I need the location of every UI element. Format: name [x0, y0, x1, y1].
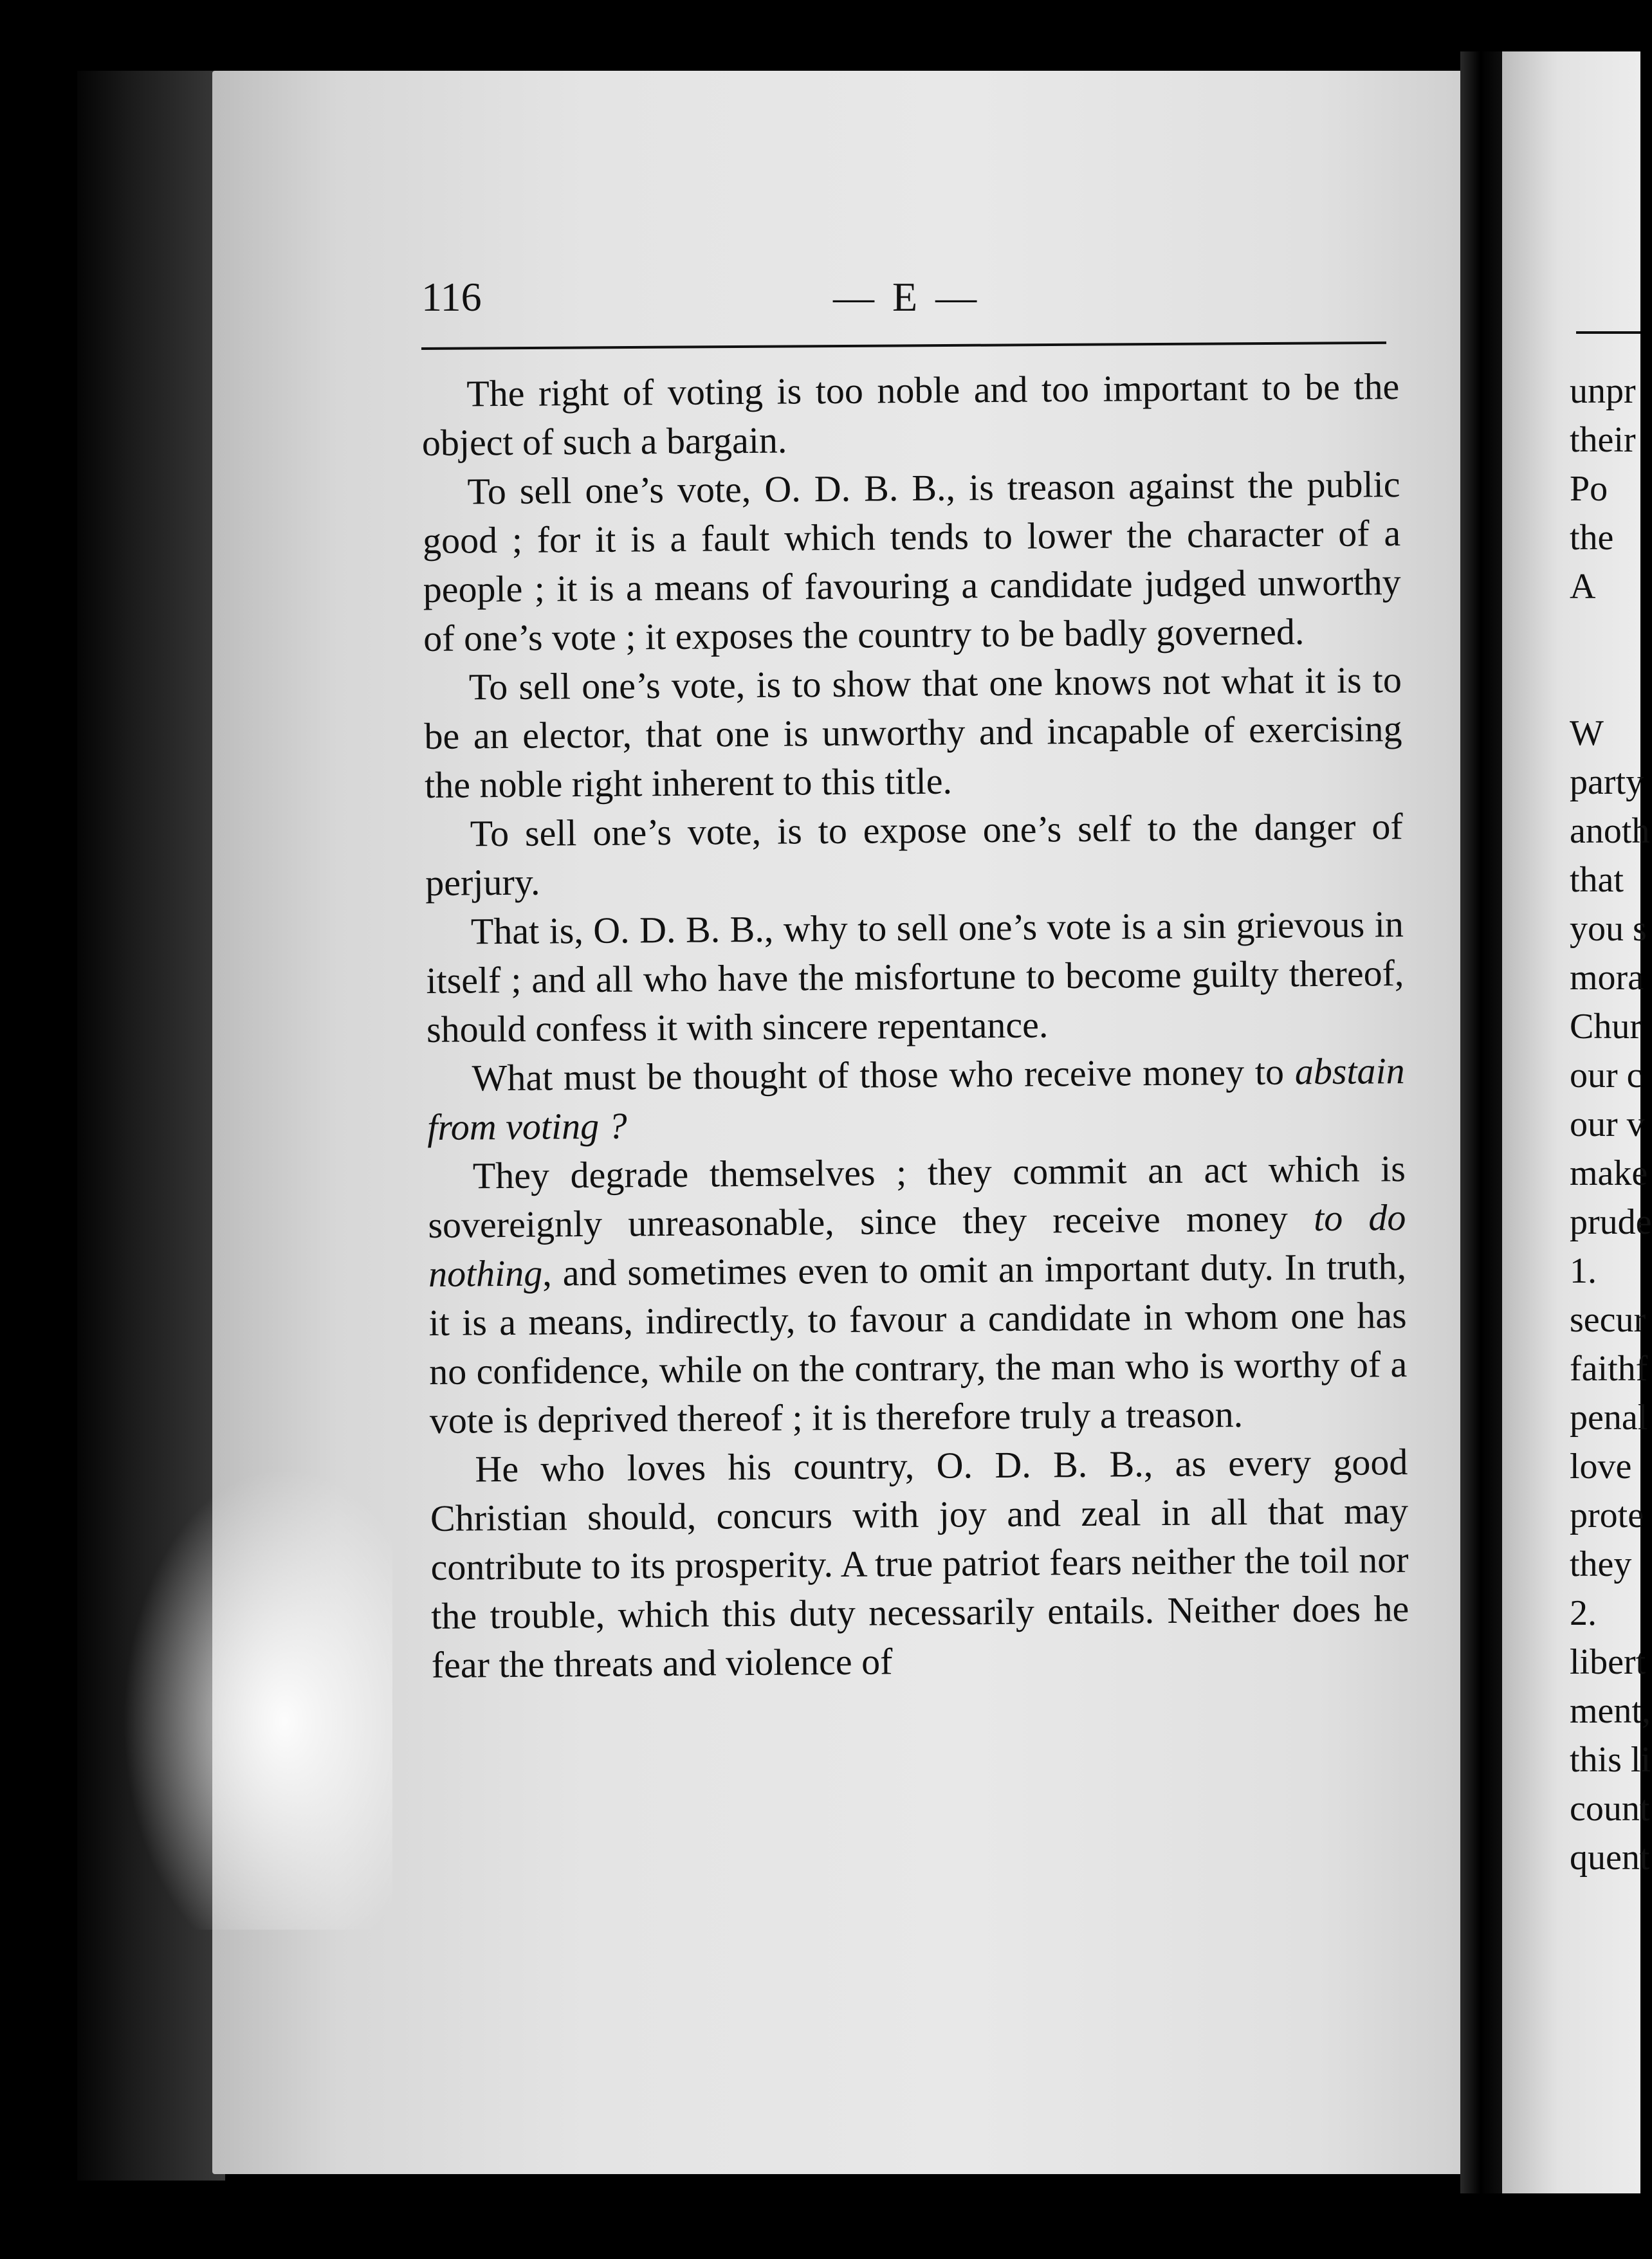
paragraph-6-text: What must be thought of those who receive money to	[472, 1050, 1296, 1099]
right-page-line: anoth	[1570, 811, 1650, 851]
page-number: 116	[421, 274, 482, 320]
paragraph-7	[428, 1144, 1408, 1445]
right-page-text	[1570, 367, 1652, 1882]
right-page-line: libert	[1570, 1642, 1646, 1682]
body-text	[421, 362, 1409, 1690]
right-page-line: the	[1570, 518, 1614, 558]
right-page-rule	[1576, 331, 1640, 334]
right-page-line: prote	[1570, 1495, 1644, 1535]
paragraph-2: To sell one’s vote, O. D. B. B., is treason against the public good ; for it is a fault which tends to lower the character of a people ; it is a means of favouring a candidate judged unworthy of one’s vote ; it exposes the country to be badly governed.	[422, 463, 1401, 659]
right-page-line: you s	[1570, 909, 1647, 949]
right-page-line: secur	[1570, 1300, 1646, 1340]
right-page-line: our v	[1570, 1104, 1645, 1144]
right-page-line: this li	[1570, 1740, 1651, 1780]
right-page-line: mora	[1570, 958, 1644, 998]
right-page-line: prude	[1570, 1202, 1652, 1242]
right-page-line: that	[1570, 860, 1624, 900]
right-page-line: Chur	[1570, 1007, 1642, 1047]
paragraph-4: To sell one’s vote, is to expose one’s self to the danger of perjury.	[425, 805, 1403, 904]
right-page-line: ment,	[1570, 1691, 1651, 1731]
paragraph-7-text-a: They degrade themselves ; they commit an act which is sovereignly unreasonable, since they receive money	[428, 1148, 1406, 1246]
paragraph-8: He who loves his country, O. D. B. B., as every good Christian should, concurs with joy and zeal in all that may contribute to its prosperity. A true patriot fears neither the toil nor the trouble, which this duty necessarily entails. Neither does he fear the threats and violence of	[430, 1441, 1409, 1686]
page-gutter	[1460, 51, 1505, 2193]
right-page-line	[1570, 611, 1640, 660]
right-page-line: faithf	[1570, 1349, 1648, 1389]
right-page-line: our c	[1570, 1056, 1643, 1095]
paragraph-6-italic: abstain from voting ?	[427, 1050, 1405, 1148]
right-page-line: W	[1570, 713, 1604, 753]
paragraph-7-italic: to do nothing	[428, 1196, 1406, 1295]
paragraph-7-text-b: , and sometimes even to omit an important duty. In truth, it is a means, indirectly, to favour a candidate in whom one has no confidence, while on the contrary, the man who is worthy of a vote is deprived thereof ; it is therefore truly a treason.	[428, 1245, 1408, 1441]
page-stain	[122, 1467, 392, 1930]
paragraph-3: To sell one’s vote, is to show that one knows not what it is to be an elector, that one is unworthy and incapable of exercising the noble right inherent to this title.	[424, 659, 1402, 806]
right-page-line: penal	[1570, 1398, 1648, 1438]
right-page-line: party	[1570, 762, 1644, 802]
page-header	[421, 267, 1386, 338]
right-page-line	[1570, 660, 1640, 709]
right-page-line: quent	[1570, 1838, 1650, 1878]
paragraph-1: The right of voting is too noble and too important to be the object of such a bargain.	[421, 365, 1400, 464]
right-page-line: they	[1570, 1544, 1632, 1584]
right-page-line: unpr	[1570, 371, 1636, 411]
right-page-line: 2.	[1570, 1593, 1597, 1633]
running-head: — E —	[833, 274, 981, 320]
right-page-line: their	[1570, 420, 1636, 460]
right-page-line: Po	[1570, 469, 1608, 509]
right-page-line: count	[1570, 1789, 1650, 1829]
right-page-line: A	[1570, 567, 1596, 607]
right-page-line: love	[1570, 1447, 1632, 1486]
right-page-line: make	[1570, 1153, 1648, 1193]
right-page-line: 1.	[1570, 1251, 1597, 1291]
paragraph-5: That is, O. D. B. B., why to sell one’s vote is a sin grievous in itself ; and all who have the misfortune to become guilty thereof, should confess it with sincere repentance.	[426, 903, 1404, 1050]
paragraph-6	[427, 1047, 1405, 1152]
